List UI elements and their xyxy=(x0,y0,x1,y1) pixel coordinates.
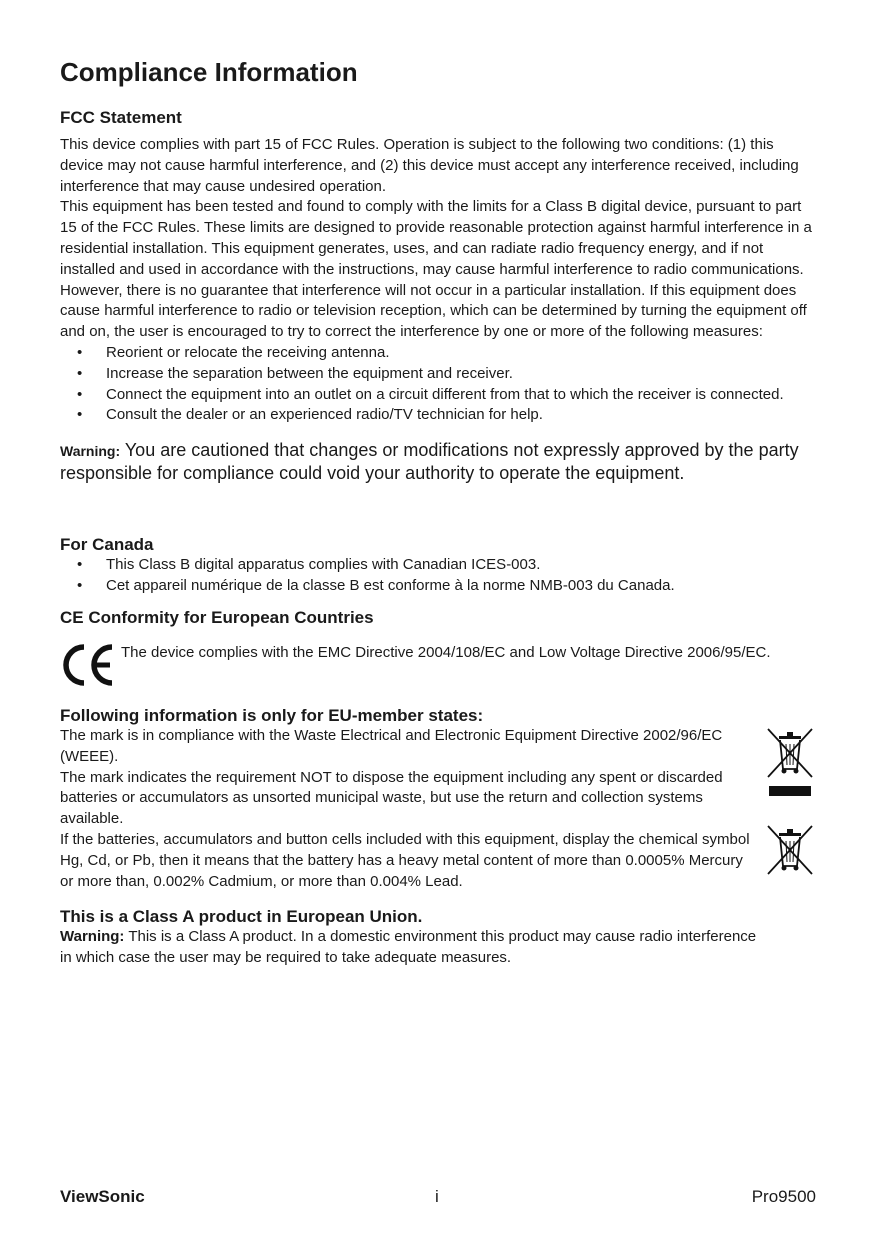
ce-mark-icon xyxy=(60,643,116,687)
eu-section xyxy=(60,706,750,892)
eu-paragraph-1: The mark is in compliance with the Waste Electrical and Electronic Equipment Directive 2002/96/EC (WEEE). xyxy=(60,727,723,765)
list-item: • Connect the equipment into an outlet on a circuit different from that to which the receiver is connected. xyxy=(77,385,784,403)
class-a-warning-text: This is a Class A product. In a domestic environment this product may cause radio interference in which case the user may be required to take adequate measures. xyxy=(60,928,757,966)
class-a-heading: This is a Class A product in European Union. xyxy=(60,907,423,926)
fcc-heading: FCC Statement xyxy=(60,108,182,127)
eu-paragraph-3: If the batteries, accumulators and button cells included with this equipment, display the chemical symbol Hg, Cd, or Pb, then it means that the battery has a heavy metal content of more than 0.0005% Mercury or more than, 0.002% Cadmium, or more than 0.004% Lead. xyxy=(60,830,750,890)
eu-paragraph-2: The mark indicates the requirement NOT to dispose the equipment including any spent or discarded batteries or accumulators as unsorted municipal waste, but use the return and collection systems available. xyxy=(60,768,723,828)
footer-model: Pro9500 xyxy=(751,1187,816,1206)
list-item: • Cet appareil numérique de la classe B est conforme à la norme NMB-003 du Canada. xyxy=(77,576,675,594)
class-a-section xyxy=(60,907,760,969)
page-number: i xyxy=(435,1187,439,1206)
fcc-warning-text: You are cautioned that changes or modifications not expressly approved by the party responsible for compliance could void your authority to operate the equipment. xyxy=(60,440,799,483)
fcc-paragraph-2: This equipment has been tested and found to comply with the limits for a Class B digital device, pursuant to part 15 of the FCC Rules. These limits are designed to provide reasonable protection against harmful interference in a residential installation. This equipment generates, uses, and can radiate radio frequency energy, and if not installed and used in accordance with the instructions, may cause harmful interference to radio communications. However, there is no guarantee that interference will not occur in a particular installation. If this equipment does cause harmful interference to radio or television reception, which can be determined by turning the equipment off and on, the user is encouraged to try to correct the interference by one or more of the following measures: xyxy=(60,198,812,341)
page-footer xyxy=(60,1187,816,1209)
fcc-warning-label: Warning: xyxy=(60,443,121,460)
footer-brand: ViewSonic xyxy=(60,1187,145,1206)
canada-heading: For Canada xyxy=(60,535,154,554)
fcc-measures-list xyxy=(60,343,816,426)
ce-text: The device complies with the EMC Directive 2004/108/EC and Low Voltage Directive 2006/95/EC. xyxy=(121,644,771,661)
page-title: Compliance Information xyxy=(60,57,358,87)
ce-row xyxy=(60,643,816,664)
canada-list xyxy=(60,555,816,597)
fcc-warning xyxy=(60,440,816,484)
crossed-bin-icon xyxy=(765,824,815,876)
list-item: • Consult the dealer or an experienced radio/TV technician for help. xyxy=(77,406,543,424)
list-item: • This Class B digital apparatus complies with Canadian ICES-003. xyxy=(77,556,541,573)
crossed-bin-icon xyxy=(765,727,815,779)
canada-section xyxy=(60,535,816,597)
fcc-section xyxy=(60,108,816,484)
ce-section xyxy=(60,608,816,679)
list-item: • Increase the separation between the equipment and receiver. xyxy=(77,364,513,382)
eu-heading: Following information is only for EU-member states: xyxy=(60,706,484,725)
class-a-warning-label: Warning: xyxy=(60,928,125,945)
class-a-warning xyxy=(60,927,760,969)
list-item: • Reorient or relocate the receiving antenna. xyxy=(77,343,390,361)
weee-bar xyxy=(769,786,811,796)
fcc-paragraph-1: This device complies with part 15 of FCC Rules. Operation is subject to the following two conditions: (1) this device may not cause harmful interference, and (2) this device must accept any interference received, including interference that may cause undesired operation. xyxy=(60,136,799,195)
ce-heading: CE Conformity for European Countries xyxy=(60,608,374,627)
